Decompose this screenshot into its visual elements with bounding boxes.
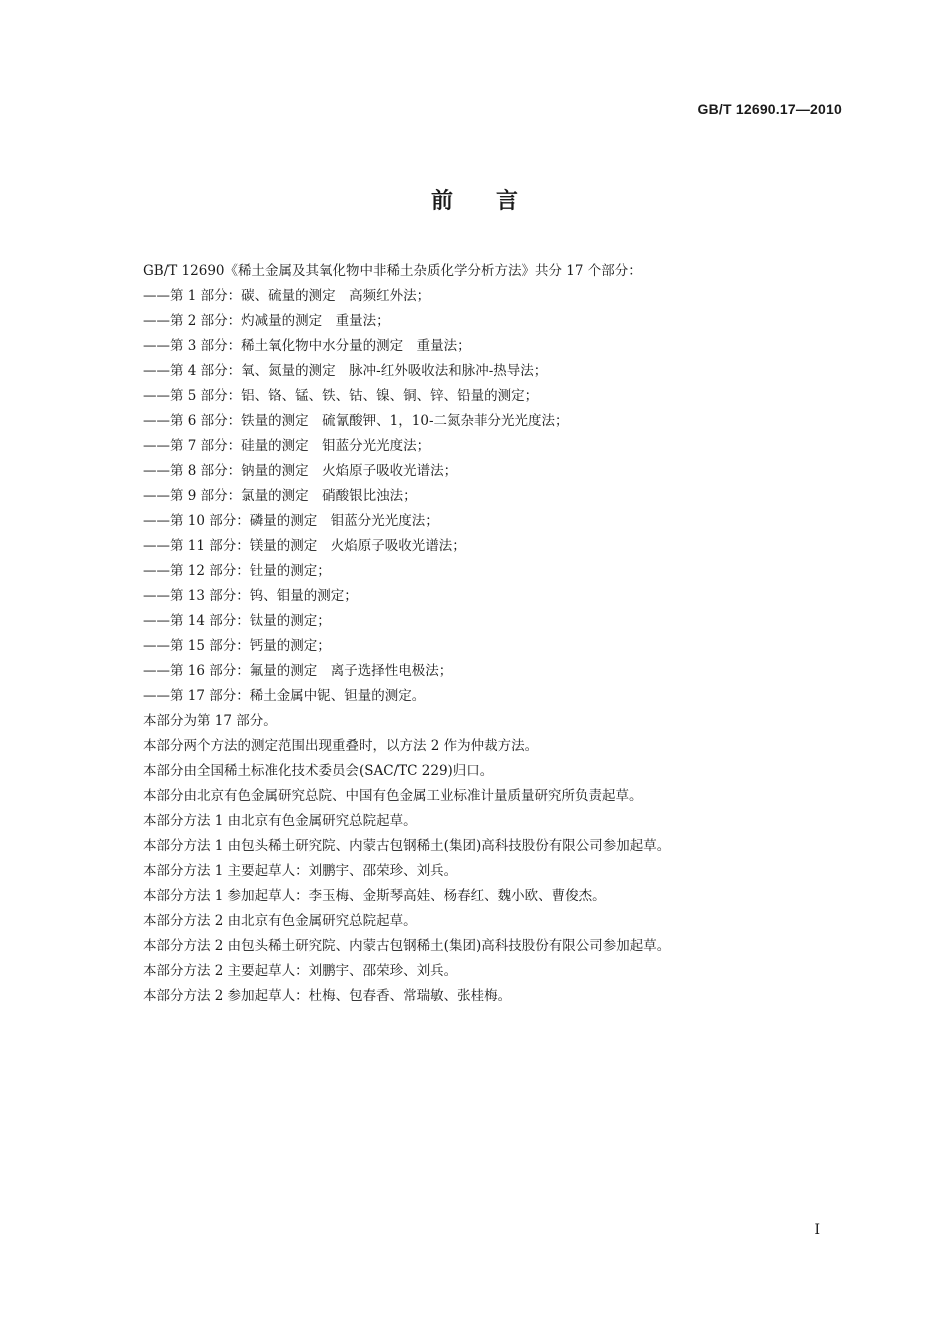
part-item: ——第 7 部分：硅量的测定 钼蓝分光光度法； <box>143 438 431 454</box>
part-item: ——第 15 部分：钙量的测定； <box>143 638 331 654</box>
page-number: I <box>814 1222 820 1238</box>
statement-paragraph: 本部分方法 2 参加起草人：杜梅、包春香、常瑞敏、张桂梅。 <box>143 988 512 1004</box>
part-item: ——第 16 部分：氟量的测定 离子选择性电极法； <box>143 663 453 679</box>
part-item: ——第 2 部分：灼减量的测定 重量法； <box>143 313 390 329</box>
page-title <box>0 184 950 215</box>
statement-paragraph: 本部分方法 2 由北京有色金属研究总院起草。 <box>143 913 417 929</box>
statement-paragraph: 本部分方法 1 参加起草人：李玉梅、金斯琴高娃、杨春红、魏小欧、曹俊杰。 <box>143 888 606 904</box>
statement-paragraph: 本部分方法 2 由包头稀土研究院、内蒙古包钢稀土(集团)高科技股份有限公司参加起草。 <box>143 938 671 954</box>
intro-paragraph: GB/T 12690《稀土金属及其氧化物中非稀土杂质化学分析方法》共分 17 个部分： <box>143 263 642 279</box>
foreword-body <box>143 259 843 1009</box>
part-item: ——第 9 部分：氯量的测定 硝酸银比浊法； <box>143 488 417 504</box>
statement-paragraph: 本部分由北京有色金属研究总院、中国有色金属工业标准计量质量研究所负责起草。 <box>143 788 643 804</box>
statement-paragraph: 本部分方法 1 由北京有色金属研究总院起草。 <box>143 813 417 829</box>
part-item: ——第 13 部分：钨、钼量的测定； <box>143 588 358 604</box>
part-item: ——第 5 部分：铝、铬、锰、铁、钴、镍、铜、锌、铅量的测定； <box>143 388 539 404</box>
statement-paragraph: 本部分为第 17 部分。 <box>143 713 277 729</box>
part-item: ——第 3 部分：稀土氧化物中水分量的测定 重量法； <box>143 338 471 354</box>
part-item: ——第 8 部分：钠量的测定 火焰原子吸收光谱法； <box>143 463 458 479</box>
part-item: ——第 17 部分：稀土金属中铌、钽量的测定。 <box>143 688 426 704</box>
part-item: ——第 4 部分：氧、氮量的测定 脉冲-红外吸收法和脉冲-热导法； <box>143 363 548 379</box>
part-item: ——第 10 部分：磷量的测定 钼蓝分光光度法； <box>143 513 439 529</box>
statement-paragraph: 本部分方法 2 主要起草人：刘鹏宇、邵荣珍、刘兵。 <box>143 963 458 979</box>
title-char-1: 前 <box>430 189 454 214</box>
statement-paragraph: 本部分由全国稀土标准化技术委员会(SAC/TC 229)归口。 <box>143 763 494 779</box>
part-item: ——第 6 部分：铁量的测定 硫氰酸钾、1，10-二氮杂菲分光光度法； <box>143 413 569 429</box>
part-item: ——第 12 部分：钍量的测定； <box>143 563 331 579</box>
part-item: ——第 14 部分：钛量的测定； <box>143 613 331 629</box>
part-item: ——第 11 部分：镁量的测定 火焰原子吸收光谱法； <box>143 538 466 554</box>
part-item: ——第 1 部分：碳、硫量的测定 高频红外法； <box>143 288 431 304</box>
standard-code: GB/T 12690.17—2010 <box>697 101 842 117</box>
statement-paragraph: 本部分两个方法的测定范围出现重叠时，以方法 2 作为仲裁方法。 <box>143 738 539 754</box>
statement-paragraph: 本部分方法 1 由包头稀土研究院、内蒙古包钢稀土(集团)高科技股份有限公司参加起草。 <box>143 838 671 854</box>
statement-paragraph: 本部分方法 1 主要起草人：刘鹏宇、邵荣珍、刘兵。 <box>143 863 458 879</box>
title-char-2: 言 <box>496 189 520 214</box>
